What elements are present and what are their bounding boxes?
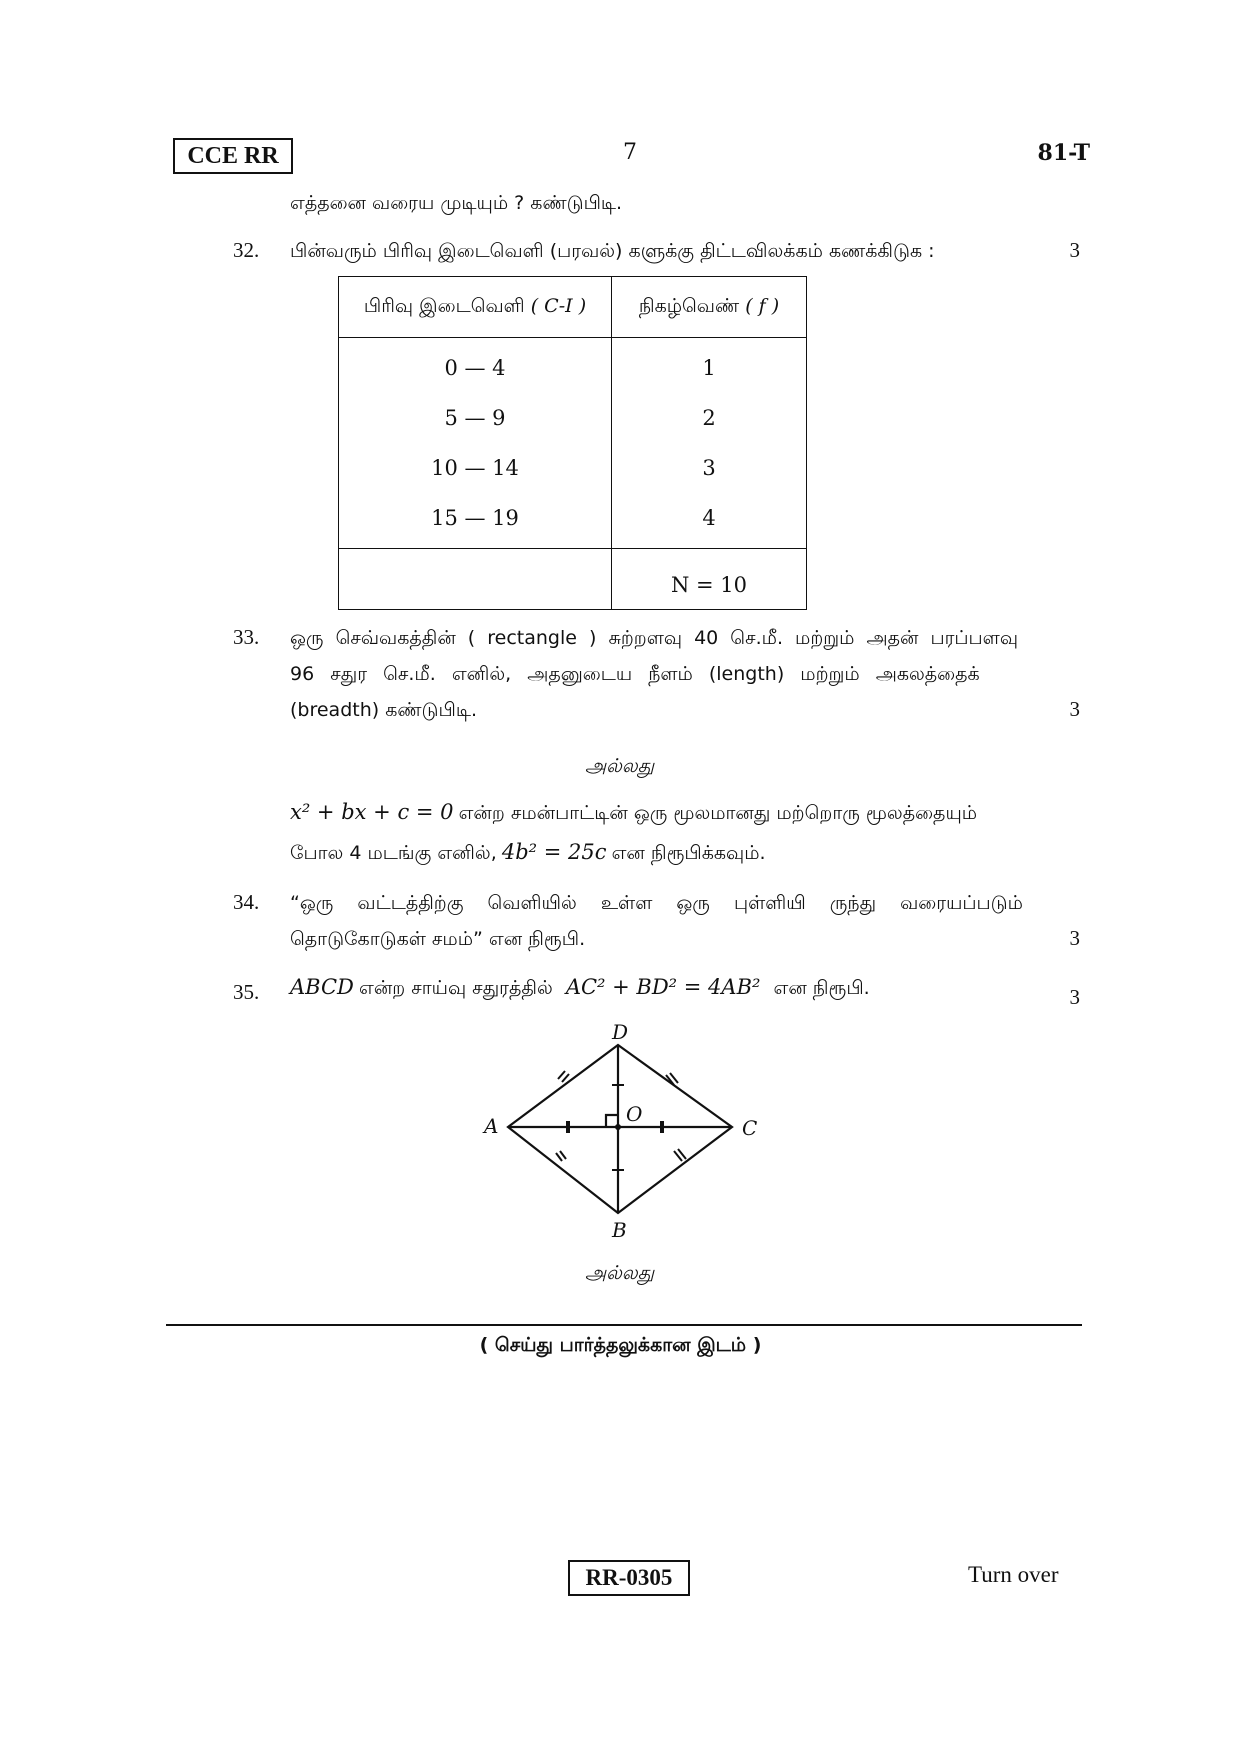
table-cell: 3: [702, 456, 716, 480]
table-cell: 2: [702, 406, 716, 430]
equation: AC² + BD² = 4AB²: [565, 975, 761, 999]
vertex-label-c: C: [742, 1116, 758, 1140]
question-number: 32.: [233, 238, 260, 262]
center-point: [615, 1124, 621, 1130]
tick-mark: [558, 1071, 565, 1079]
table-f-column: [612, 338, 807, 549]
vertex-label-b: B: [612, 1218, 627, 1240]
paper-code: 81-T: [1037, 140, 1090, 166]
rhombus-figure: [470, 1015, 770, 1240]
alternative-question-line: x² + bx + c = 0 என்ற சமன்பாட்டின் ஒரு மூலமானது மற்றொரு மூலத்தையும்: [290, 800, 978, 824]
table-header-ci: பிரிவு இடைவெளி ( C-I ): [339, 277, 612, 338]
question-number: 33.: [233, 625, 260, 649]
tick-mark: [560, 1151, 566, 1159]
question-number: 34.: [233, 890, 260, 914]
table-cell: 0 — 4: [444, 356, 506, 380]
table-cell: 10 — 14: [431, 456, 519, 480]
center-label-o: O: [626, 1102, 643, 1126]
footer-code: RR-0305: [568, 1560, 690, 1596]
question-marks: 3: [1069, 697, 1080, 721]
table-cell: 15 — 19: [431, 506, 519, 530]
question-text-line: 96 சதுர செ.மீ. எனில், அதனுடைய நீளம் (length) மற்றும் அகலத்தைக்: [290, 663, 980, 685]
question-number: 35.: [233, 980, 260, 1004]
tick-mark: [562, 1074, 569, 1082]
question-text-line: ஒரு செவ்வகத்தின் ( rectangle ) சுற்றளவு 40 செ.மீ. மற்றும் அதன் பரப்பளவு: [290, 627, 1019, 649]
question-text-line: “ஒரு வட்டத்திற்கு வெளியில் உள்ள ஒரு புள்ளியி ருந்து வரையப்படும்: [290, 892, 1023, 914]
vertex-label-a: A: [484, 1114, 499, 1138]
frequency-table: [338, 276, 807, 610]
page-number: 7: [623, 140, 637, 165]
question-text: ABCD என்ற சாய்வு சதுரத்தில் AC² + BD² = 4AB² என நிரூபி.: [290, 975, 870, 999]
question-marks: 3: [1069, 985, 1080, 1009]
question-text: பின்வரும் பிரிவு இடைவெளி (பரவல்) களுக்கு திட்டவிலக்கம் கணக்கிடுக :: [290, 240, 935, 262]
rough-work-label: ( செய்து பார்த்தலுக்கான இடம் ): [479, 1334, 762, 1356]
question-marks: 3: [1069, 926, 1080, 950]
table-cell: 1: [702, 356, 716, 380]
table-empty-cell: [339, 549, 612, 610]
previous-question-continuation: எத்தனை வரைய முடியும் ? கண்டுபிடி.: [290, 192, 623, 214]
alternative-question-line: போல 4 மடங்கு எனில், 4b² = 25c என நிரூபிக்கவும்.: [290, 840, 766, 864]
question-text-line: தொடுகோடுகள் சமம்” என நிரூபி.: [290, 928, 586, 950]
or-label: அல்லது: [585, 755, 655, 777]
table-total: N = 10: [612, 549, 807, 610]
or-label: அல்லது: [585, 1262, 655, 1284]
question-marks: 3: [1069, 238, 1080, 262]
tick-mark: [556, 1153, 562, 1161]
divider: [166, 1324, 1082, 1326]
header-box: CCE RR: [173, 138, 293, 174]
table-cell: 4: [702, 506, 716, 530]
table-header-f: நிகழ்வெண் ( f ): [612, 277, 807, 338]
turn-over-label: Turn over: [968, 1562, 1059, 1587]
equation: x² + bx + c = 0: [290, 800, 454, 824]
equation: 4b² = 25c: [501, 840, 607, 864]
question-text-line: (breadth) கண்டுபிடி.: [290, 699, 477, 721]
vertex-label-d: D: [612, 1020, 629, 1044]
table-cell: 5 — 9: [444, 406, 506, 430]
table-ci-column: [339, 338, 612, 549]
